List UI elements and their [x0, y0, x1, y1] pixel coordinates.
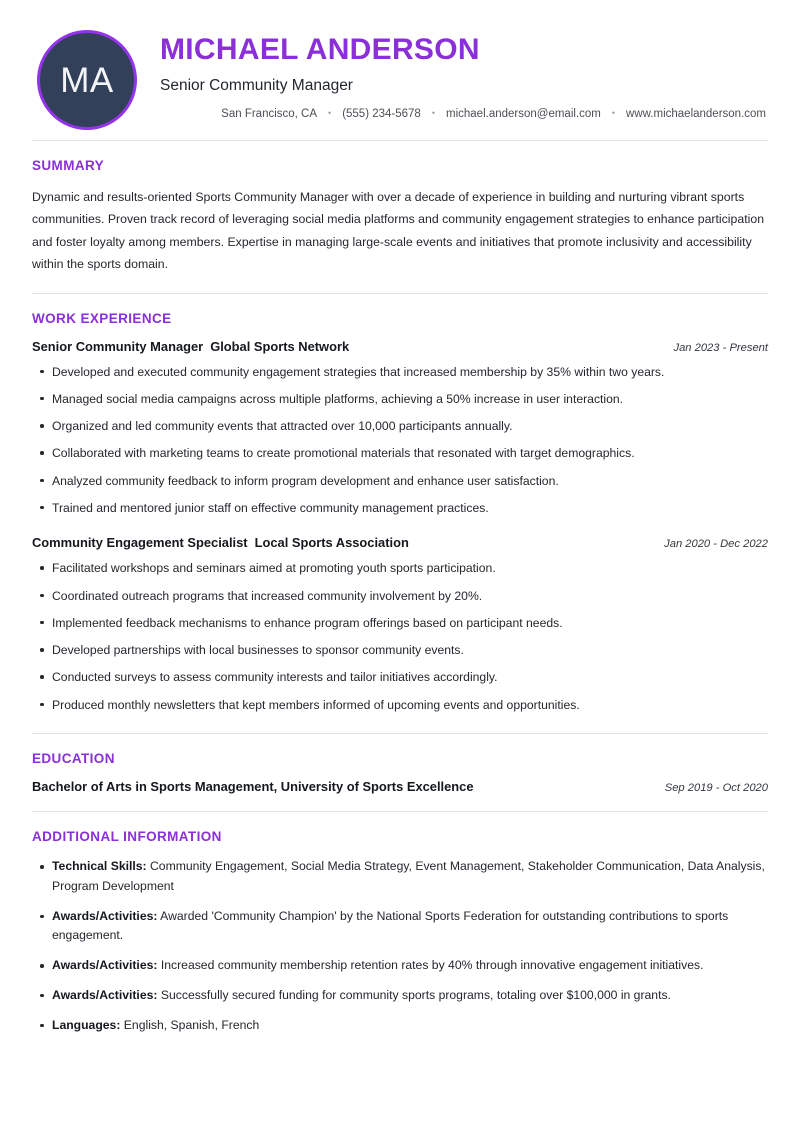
- contact-separator-icon: •: [328, 108, 332, 119]
- list-item: [32, 1016, 768, 1036]
- professional-title: Senior Community Manager: [160, 76, 353, 94]
- avatar-initials: MA: [60, 60, 114, 100]
- list-item: [32, 956, 768, 976]
- list-item: Managed social media campaigns across multiple platforms, achieving a 50% increase in user interaction.: [32, 390, 768, 408]
- summary-text: Dynamic and results-oriented Sports Community Manager with over a decade of experience in building and nurturing vibrant sports communities. Proven track record of leveraging social media platforms and community engagement strategies to enhance participation and foster loyalty among members. Expertise in managing large-scale events and initiatives that promote inclusivity and accessibility within the sports domain.: [32, 190, 765, 272]
- list-item: Trained and mentored junior staff on effective community management practices.: [32, 499, 768, 517]
- info-label: Technical Skills:: [52, 859, 147, 874]
- list-item: Developed and executed community engagement strategies that increased membership by 35% within two years.: [32, 363, 768, 381]
- experience-entry: [32, 339, 768, 518]
- info-value: Community Engagement, Social Media Strategy, Event Management, Stakeholder Communication, Data Analysis, Program Development: [52, 859, 765, 893]
- section-title-additional-information: ADDITIONAL INFORMATION: [32, 829, 222, 845]
- experience-role: Senior Community Manager: [32, 338, 204, 354]
- education-entry: [32, 779, 768, 794]
- list-item: Analyzed community feedback to inform program development and enhance user satisfaction.: [32, 472, 768, 490]
- resume-header: [32, 0, 768, 140]
- section-title-summary: SUMMARY: [32, 158, 105, 173]
- header-text-block: [137, 28, 768, 120]
- info-value: Increased community membership retention rates by 40% through innovative engagement initiatives.: [160, 958, 704, 973]
- experience-bullet-list: [32, 559, 768, 714]
- section-additional-information: [32, 812, 768, 1035]
- list-item: Implemented feedback mechanisms to enhance program offerings based on participant needs.: [32, 614, 768, 632]
- experience-heading: [32, 339, 349, 354]
- contact-phone: (555) 234-5678: [342, 108, 421, 121]
- education-degree: Bachelor of Arts in Sports Management, University of Sports Excellence: [32, 779, 474, 795]
- list-item: Produced monthly newsletters that kept members informed of upcoming events and opportunities.: [32, 696, 768, 714]
- section-work-experience: [32, 294, 768, 734]
- experience-company: Global Sports Network: [210, 338, 350, 354]
- experience-entry-header: [32, 535, 768, 550]
- list-item: [32, 907, 768, 947]
- info-label: Awards/Activities:: [52, 987, 158, 1002]
- list-item: Organized and led community events that attracted over 10,000 participants annually.: [32, 417, 768, 435]
- info-value: English, Spanish, French: [123, 1017, 260, 1032]
- list-item: Facilitated workshops and seminars aimed at promoting youth sports participation.: [32, 559, 768, 577]
- info-value: Successfully secured funding for community sports programs, totaling over $100,000 in grants.: [160, 987, 671, 1002]
- contact-website[interactable]: www.michaelanderson.com: [626, 108, 766, 121]
- avatar: [37, 30, 137, 130]
- list-item: Collaborated with marketing teams to create promotional materials that resonated with target demographics.: [32, 444, 768, 462]
- list-item: Coordinated outreach programs that increased community involvement by 20%.: [32, 587, 768, 605]
- list-item: [32, 986, 768, 1006]
- info-label: Awards/Activities:: [52, 958, 158, 973]
- list-item: Conducted surveys to assess community interests and tailor initiatives accordingly.: [32, 668, 768, 686]
- contact-location: San Francisco, CA: [221, 108, 318, 121]
- section-education: [32, 734, 768, 811]
- additional-info-list: [32, 857, 768, 1035]
- experience-date: Jan 2020 - Dec 2022: [664, 538, 768, 551]
- section-summary: [32, 141, 768, 293]
- experience-heading: [32, 535, 409, 550]
- experience-bullet-list: [32, 363, 768, 518]
- experience-company: Local Sports Association: [254, 535, 409, 551]
- section-title-work-experience: WORK EXPERIENCE: [32, 310, 172, 326]
- contact-separator-icon: •: [611, 108, 616, 119]
- list-item: [32, 857, 768, 897]
- education-date: Sep 2019 - Oct 2020: [664, 782, 768, 795]
- experience-date: Jan 2023 - Present: [673, 341, 768, 354]
- info-label: Languages:: [52, 1017, 121, 1032]
- experience-entry-header: [32, 339, 768, 354]
- section-title-education: EDUCATION: [32, 751, 115, 767]
- experience-role: Community Engagement Specialist: [32, 535, 248, 551]
- info-label: Awards/Activities:: [52, 908, 158, 923]
- list-item: Developed partnerships with local businesses to sponsor community events.: [32, 641, 768, 659]
- experience-entry: [32, 535, 768, 714]
- info-value: Awarded 'Community Champion' by the National Sports Federation for outstanding contributions to sports engagement.: [52, 908, 729, 943]
- page-title: MICHAEL ANDERSON: [160, 33, 480, 66]
- contact-email[interactable]: michael.anderson@email.com: [446, 108, 601, 121]
- contact-separator-icon: •: [431, 108, 435, 119]
- contact-line: [160, 108, 768, 120]
